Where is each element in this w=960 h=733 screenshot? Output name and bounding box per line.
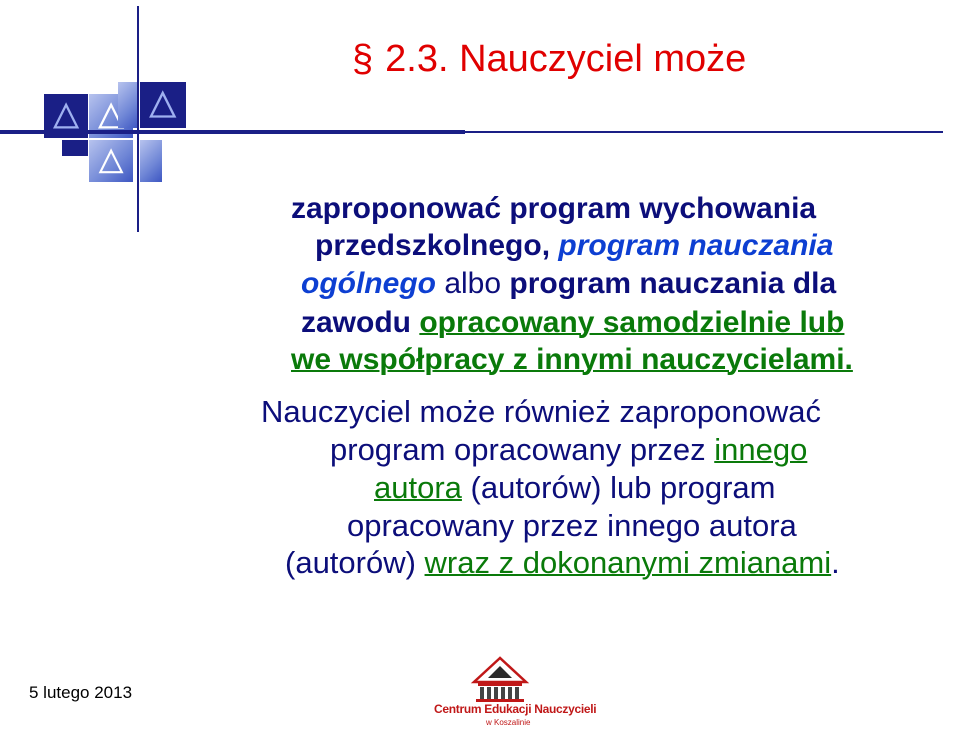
slide-title <box>352 38 746 81</box>
link-text[interactable]: innego <box>714 432 808 467</box>
vertical-rule <box>137 6 139 232</box>
p1-line: zaproponować program wychowania <box>291 192 817 225</box>
decor-square <box>89 140 133 182</box>
decor-square <box>118 82 138 128</box>
decor-square <box>140 140 162 182</box>
link-text[interactable]: we współpracy z innymi nauczycielami. <box>291 343 853 376</box>
horizontal-rule <box>0 130 465 134</box>
link-text[interactable]: autora <box>374 470 462 505</box>
link-text[interactable]: opracowany samodzielnie lub <box>419 306 845 339</box>
title-text: 2.3. Nauczyciel może <box>385 38 747 80</box>
logo-text: Centrum Edukacji Nauczycieli <box>434 702 597 716</box>
institution-logo <box>430 652 570 728</box>
p1-line: ogólnego albo program nauczania dla <box>301 267 837 300</box>
p2-line: Nauczyciel może również zaproponować <box>261 394 821 429</box>
decor-square <box>140 82 186 128</box>
decor-square <box>62 140 88 156</box>
p2-line: opracowany przez innego autora <box>347 508 797 543</box>
horizontal-rule-thin <box>465 131 943 133</box>
p1-line: zawodu opracowany samodzielnie lub <box>301 306 845 339</box>
p2-line: autora (autorów) lub program <box>374 470 776 505</box>
p1-line: przedszkolnego, program nauczania <box>315 229 834 262</box>
p2-line: program opracowany przez innego <box>330 432 808 467</box>
p1-line <box>291 342 853 378</box>
link-text[interactable]: wraz z dokonanymi zmianami <box>424 545 832 580</box>
slide-date: 5 lutego 2013 <box>29 683 133 702</box>
logo-subtext: w Koszalinie <box>486 718 531 727</box>
p2-line: (autorów) wraz z dokonanymi zmianami. <box>285 545 840 580</box>
section-bullet-icon: § <box>352 38 374 80</box>
